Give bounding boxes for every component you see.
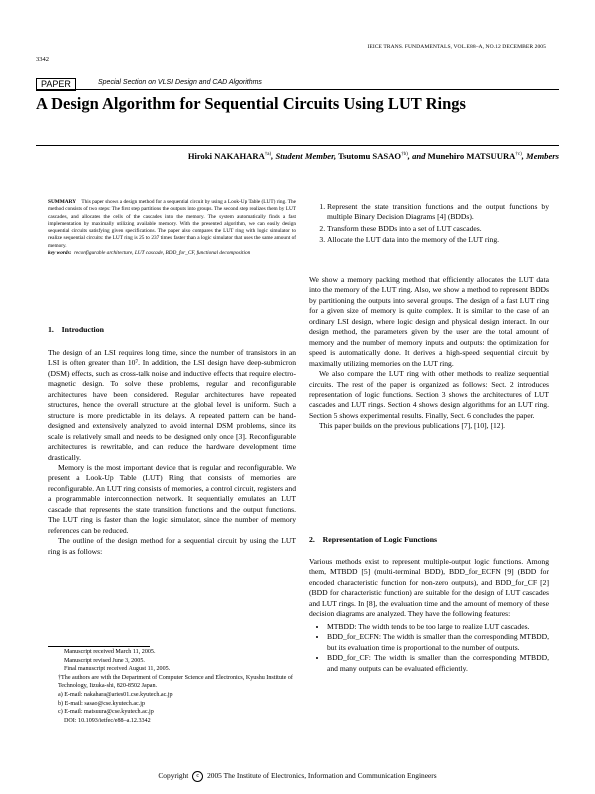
- method-steps: [309, 202, 549, 247]
- footnote-email-a: a) E-mail: nakahara@aries01.cse.kyutech.ac.jp: [58, 691, 173, 698]
- copyright-icon: c: [192, 771, 203, 782]
- keywords: reconfigurable architecture, LUT cascade, BDD_for_CF, functional decomposition: [74, 250, 251, 257]
- abstract-text: This paper shows a design method for a sequential circuit by using a Look-Up Table (LUT) ring. The method consists of two steps: The first step partitions the outputs into groups. The second step realizes them by LUT cascades, and allocates the cells of the cascades into the memory. The system automatically finds a fast implementation by maximally utilizing available memory. With the presented algorithm, we can easily design sequential circuits satisfying given specifications. The paper also compares the LUT ring with logic simulator to realize sequential circuits: the LUT ring is 25 to 237 times faster than a logic simulator that uses the same amount of memory.: [48, 199, 296, 249]
- paragraph: Various methods exist to represent multiple-output logic functions. Among them, MTBDD [5] (multi-terminal BDD), BDD_for_ECFN [9] (BDD for encoded characteristic function for non-zero outputs), and BDD_for_CF [2] (BDD for characteristic function) are suitable for the design of LUT cascades and LUT rings. In [8], the evaluation time and the amount of memory of these decision diagrams are analyzed. They have the following features:: [309, 557, 549, 619]
- footnote-received: Manuscript received March 11, 2005.: [64, 649, 156, 655]
- journal-header: IEICE TRANS. FUNDAMENTALS, VOL.E88–A, NO.12 DECEMBER 2005: [367, 44, 546, 50]
- section-heading-introduction: 1. Introduction: [48, 325, 104, 334]
- author-role: , Members: [521, 151, 559, 161]
- abstract-label: SUMMARY: [48, 199, 77, 205]
- paper-title: A Design Algorithm for Sequential Circuits Using LUT Rings: [36, 94, 466, 113]
- list-item: • BDD_for_ECFN: The width is smaller than the corresponding MTBDD, but its evaluation time is proportional to the number of outputs.: [327, 632, 549, 653]
- list-item: • BDD_for_CF: The width is smaller than the corresponding MTBDD, and many outputs can be evaluated efficiently.: [327, 653, 549, 674]
- footnote-final: Final manuscript received August 11, 2005.: [64, 666, 171, 673]
- list-item: 1. Represent the state transition functions and the output functions by multiple Binary Decision Diagrams [4] (BDDs).: [327, 202, 549, 223]
- author-name: Munehiro MATSUURA: [425, 151, 516, 161]
- paragraph: The outline of the design method for a sequential circuit by using the LUT ring is as follows:: [48, 536, 296, 556]
- paper-label: PAPER: [36, 78, 76, 91]
- paragraph: We also compare the LUT ring with other methods to realize sequential circuits. The rest of the paper is organized as follows: Sect. 2 introduces representation of logic functions. Section 3 shows the architectures of LUT cascades and LUT rings. Section 4 shows design algorithms for an LUT ring. Section 5 shows experimental results. Finally, Sect. 6 concludes the paper.: [309, 369, 549, 420]
- keywords-label: key words:: [48, 250, 72, 257]
- author-mark: †c): [515, 152, 522, 158]
- author-name: Tsutomu SASAO: [336, 151, 402, 161]
- introduction-continued: [309, 275, 549, 432]
- copyright-label: Copyright: [158, 771, 189, 781]
- author-role: , and: [407, 151, 426, 161]
- list-item: 3. Allocate the LUT data into the memory of the LUT ring.: [327, 235, 549, 245]
- footnote-email-c: c) E-mail: matsuura@cse.kyutech.ac.jp: [58, 709, 154, 716]
- header-rule: [36, 89, 559, 90]
- author-mark: †b): [401, 152, 408, 158]
- paragraph: We show a memory packing method that efficiently allocates the LUT data into the memory of the LUT ring. Also, we show a method to represent BDDs by partitioning the outputs into several groups. The design of a fast LUT ring for a given size of memory is quite complex. It is similar to the case of an ordinary LSI design, where logic design and physical design interact. In our design method, the parameters given by the user are the total amount of memory and the number of memory inputs and outputs: the optimization for speed is automatically done. It derives a high-speed sequential circuit by maximally utilizing memories on the LUT ring.: [309, 275, 549, 368]
- list-item: • MTBDD: The width tends to be too large to realize LUT cascades.: [327, 622, 549, 632]
- paragraph: Memory is the most important device that is regular and reconfigurable. We present a Look-Up Table (LUT) Ring that consists of memories are reconfigurable. An LUT ring consists of memories, a control circuit, registers and a programmable interconnection network. It sequentially emulates an LUT cascade that represents the state transition functions and the output functions. The LUT ring is faster than the logic simulator, since the number of memory references can be reduced.: [48, 462, 296, 535]
- footnote-affiliation: †The authors are with the Department of Computer Science and Electronics, Kyushu Institute of Technology, Iizuka-shi, 820-8502 Japan.: [58, 674, 293, 690]
- abstract: [48, 199, 296, 257]
- author-mark: †a): [264, 152, 272, 158]
- footnotes: [48, 648, 296, 725]
- paragraph: The design of an LSI requires long time, since the number of transistors in an LSI is often greater than 10⁷. In addition, the LSI design have deep-submicron (DSM) effects, such as cross-talk noise and inductive effects that require electro-magnetic design. To solve these problems, regular and reconfigurable architectures have been considered. Regular architectures have repeated structures, hence the overall structure at the global level is uniform. Such a structure is more predictable in its delays. A repeated pattern can be hand-designed and extensively analyzed to avoid internal DSM problems, since its scale is relatively small and needs to be designed only once [3]. Reconfigurable architectures is rewritable, and can reduce the hardware development time drastically.: [48, 348, 296, 462]
- footnote-rule: [48, 646, 150, 647]
- special-section-title: Special Section on VLSI Design and CAD Algorithms: [98, 79, 262, 86]
- author-line: [188, 151, 559, 161]
- copyright-text: 2005 The Institute of Electronics, Information and Communication Engineers: [207, 771, 437, 781]
- footnote-doi: DOI: 10.1093/ietfec/e88–a.12.3342: [64, 717, 151, 724]
- page-number: 3342: [36, 56, 49, 63]
- representation-body: [309, 557, 549, 674]
- author-name: Hiroki NAKAHARA: [187, 151, 265, 161]
- copyright-footer: [0, 771, 595, 782]
- list-item: 2. Transform these BDDs into a set of LUT cascades.: [327, 224, 549, 234]
- introduction-body: [48, 348, 296, 557]
- footnote-email-b: b) E-mail: sasao@cse.kyutech.ac.jp: [58, 700, 145, 707]
- section-heading-representation: 2. Representation of Logic Functions: [309, 535, 438, 544]
- footnote-revised: Manuscript revised June 3, 2005.: [64, 657, 145, 664]
- paragraph: This paper builds on the previous publications [7], [10], [12].: [319, 421, 506, 431]
- title-rule: [36, 145, 559, 146]
- author-role: , Student Member,: [271, 151, 337, 161]
